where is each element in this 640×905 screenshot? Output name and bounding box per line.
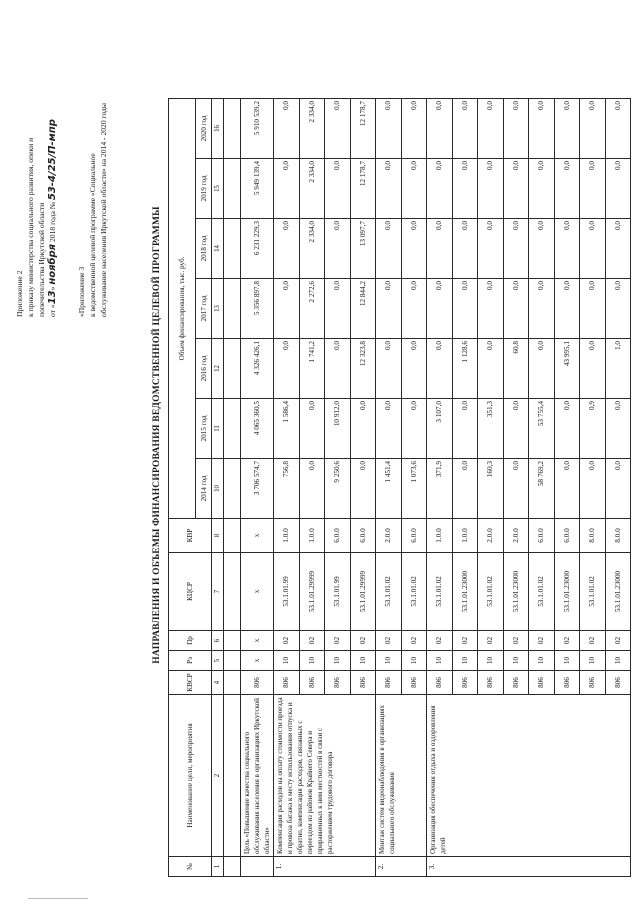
rz-cell: 10 (299, 651, 325, 671)
pr-cell: 02 (478, 631, 504, 651)
amount-cell: 0,0 (554, 279, 580, 339)
amount-cell: 0,0 (350, 399, 376, 459)
amount-cell: 0,0 (427, 99, 453, 159)
ksr-cell: 806 (241, 671, 274, 695)
ksr-cell: 806 (580, 671, 606, 695)
rz-cell: 10 (529, 651, 555, 671)
year-header: 2020 год (196, 99, 212, 159)
amount-cell: 0,0 (605, 219, 631, 279)
pr-cell: 02 (427, 631, 453, 651)
amount-cell: 0,0 (503, 159, 529, 219)
amount-cell: 1 586,4 (274, 399, 300, 459)
empty-cell (224, 459, 241, 519)
kvr-cell: 8.0.0 (605, 519, 631, 553)
amount-cell: 0,0 (554, 219, 580, 279)
kvr-cell: 6.0.0 (554, 519, 580, 553)
pr-cell: 02 (452, 631, 478, 651)
amount-cell: 0,0 (427, 339, 453, 399)
scan-artifact-line (28, 898, 88, 899)
amount-cell: 0,0 (376, 219, 402, 279)
amount-cell: 0,0 (452, 399, 478, 459)
col-number: 14 (212, 219, 224, 279)
amount-cell: 0,0 (427, 159, 453, 219)
kvr-cell: 6.0.0 (529, 519, 555, 553)
program-line: обслуживание населения Иркутской области» на 2014 - 2020 годы (99, 102, 108, 317)
amount-cell: 58 769,2 (529, 459, 555, 519)
kvr-cell: 6.0.0 (350, 519, 376, 553)
amount-cell: 3 107,0 (427, 399, 453, 459)
kcsr-cell: 53.1.01.29999 (299, 553, 325, 631)
kcsr-cell: 53.1.01.02 (427, 553, 453, 631)
year-header: 2018 год (196, 219, 212, 279)
amount-cell: 0,0 (554, 459, 580, 519)
amount-cell: 0,0 (478, 99, 504, 159)
col-header-pr: Пр (169, 631, 212, 651)
amount-cell: 0,0 (605, 159, 631, 219)
col-header-kcsr: КЦСР (169, 553, 212, 631)
kcsr-cell: 53.1.01.99 (274, 553, 300, 631)
pr-cell: 02 (605, 631, 631, 651)
goal-name-cell: Цель «Повышение качества социального обслуживания населения в организациях Иркутской области» (241, 695, 274, 857)
amount-cell: 5 949 139,4 (241, 159, 274, 219)
kvr-cell: 8.0.0 (580, 519, 606, 553)
kcsr-cell: 53.1.01.99 (325, 553, 351, 631)
amount-cell: 1 073,6 (401, 459, 427, 519)
amount-cell: 6 231 229,3 (241, 219, 274, 279)
row-number-cell: 3. (427, 857, 631, 877)
amount-cell: 3 706 574,7 (241, 459, 274, 519)
kvr-cell: 2.0.0 (503, 519, 529, 553)
order-day: 13 (47, 290, 58, 305)
kcsr-cell: 53.1.01.02 (529, 553, 555, 631)
col-number: 1 (212, 857, 224, 877)
ksr-cell: 806 (274, 671, 300, 695)
ksr-cell: 806 (529, 671, 555, 695)
amount-cell: 1 451,4 (376, 459, 402, 519)
amount-cell: 13 097,7 (350, 219, 376, 279)
appendix-header (14, 119, 58, 317)
order-date-prefix: от « (48, 304, 57, 317)
table-row (274, 99, 300, 877)
order-number: 53-4/25/П-мпр (47, 119, 58, 201)
ksr-cell: 806 (325, 671, 351, 695)
amount-cell: 0,0 (452, 459, 478, 519)
amount-cell: 0,0 (401, 399, 427, 459)
amount-cell: 0,0 (580, 459, 606, 519)
year-header: 2016 год (196, 339, 212, 399)
rz-cell: 10 (325, 651, 351, 671)
amount-cell: 0,0 (529, 219, 555, 279)
activity-name-cell: Монтаж систем видеонаблюдения в организациях социального обслуживания (376, 695, 427, 857)
year-header: 2017 год (196, 279, 212, 339)
empty-cell (224, 399, 241, 459)
rz-cell: 10 (376, 651, 402, 671)
rz-cell: 10 (478, 651, 504, 671)
amount-cell: 0,0 (580, 339, 606, 399)
amount-cell: 0,0 (503, 99, 529, 159)
amount-cell: 0,0 (376, 399, 402, 459)
pr-cell: 02 (529, 631, 555, 651)
amount-cell: 0,0 (325, 99, 351, 159)
col-number: 5 (212, 651, 224, 671)
amount-cell: 371,9 (427, 459, 453, 519)
ksr-cell: 806 (452, 671, 478, 695)
amount-cell: 0,0 (274, 339, 300, 399)
kvr-cell: 1.0.0 (299, 519, 325, 553)
row-number-cell: 1. (274, 857, 376, 877)
ksr-cell: 806 (376, 671, 402, 695)
amount-cell: 0,0 (376, 279, 402, 339)
amount-cell: 12 178,7 (350, 99, 376, 159)
empty-cell (224, 279, 241, 339)
amount-cell: 0,0 (580, 99, 606, 159)
amount-cell: 1 128,6 (452, 339, 478, 399)
amount-cell: 1,0 (605, 339, 631, 399)
table-row (427, 99, 453, 877)
rz-cell: 10 (274, 651, 300, 671)
col-number: 15 (212, 159, 224, 219)
year-header: 2015 год (196, 399, 212, 459)
ksr-cell: 806 (299, 671, 325, 695)
ksr-cell: 806 (350, 671, 376, 695)
pr-cell: 02 (580, 631, 606, 651)
order-date-line (47, 119, 58, 317)
empty-cell (224, 519, 241, 553)
amount-cell: 0,0 (427, 279, 453, 339)
col-number: 4 (212, 671, 224, 695)
amount-cell: 0,0 (299, 399, 325, 459)
col-number: 10 (212, 459, 224, 519)
empty-cell (224, 695, 241, 857)
amount-cell: 2 334,0 (299, 159, 325, 219)
pr-cell: 02 (554, 631, 580, 651)
amount-cell: 4 326 426,1 (241, 339, 274, 399)
amount-cell: 0,0 (580, 219, 606, 279)
program-line: к ведомственной целевой программе «Социальное (88, 153, 97, 317)
kcsr-cell: 53.1.01.02 (580, 553, 606, 631)
amount-cell: 12 844,2 (350, 279, 376, 339)
col-number: 12 (212, 339, 224, 399)
amount-cell: 0,0 (401, 219, 427, 279)
col-header-rz: Рз (169, 651, 212, 671)
amount-cell: 0,0 (478, 219, 504, 279)
amount-cell: 5 356 897,8 (241, 279, 274, 339)
row-number-cell (241, 857, 274, 877)
amount-cell: 0,0 (350, 459, 376, 519)
amount-cell: 0,0 (452, 99, 478, 159)
row-number-cell: 2. (376, 857, 427, 877)
amount-cell: 0,0 (376, 99, 402, 159)
kcsr-cell: 53.1.01.02 (401, 553, 427, 631)
kvr-cell: 1.0.0 (452, 519, 478, 553)
amount-cell: 0,0 (554, 99, 580, 159)
amount-cell: 0,0 (325, 339, 351, 399)
table-row (241, 99, 274, 877)
col-header-kvr: КВР (169, 519, 212, 553)
amount-cell: 2 272,6 (299, 279, 325, 339)
rz-cell: 10 (401, 651, 427, 671)
pr-cell: 02 (299, 631, 325, 651)
amount-cell: 0,0 (580, 279, 606, 339)
amount-cell: 0,0 (274, 279, 300, 339)
amount-cell: 0,0 (299, 459, 325, 519)
order-year-text: 2018 года № (48, 202, 57, 242)
rz-cell: х (241, 651, 274, 671)
appendix-line: Приложение 2 (15, 270, 24, 317)
col-number: 16 (212, 99, 224, 159)
activity-name-cell: Организация обеспечения отдыха и оздоровления детей (427, 695, 631, 857)
pr-cell: 02 (376, 631, 402, 651)
rz-cell: 10 (350, 651, 376, 671)
kvr-cell: х (241, 519, 274, 553)
program-line: «Приложение 3 (77, 266, 86, 317)
amount-cell: 756,8 (274, 459, 300, 519)
amount-cell: 0,0 (427, 219, 453, 279)
amount-cell: 2 334,0 (299, 99, 325, 159)
amount-cell: 0,0 (401, 339, 427, 399)
rz-cell: 10 (554, 651, 580, 671)
empty-cell (224, 553, 241, 631)
activity-name-cell: Компенсация расходов на оплату стоимости проезда и провоза багажа к месту использования отпуска и обратно, компенсация расходов, связанных с переездом из районов Крайнего Севера и приравненных к ним местностей в связи с расторжением трудового договора (274, 695, 376, 857)
amount-cell: 0,0 (554, 159, 580, 219)
rz-cell: 10 (452, 651, 478, 671)
amount-cell: 10 912,0 (325, 399, 351, 459)
appendix-line: попечительства Иркутской области (37, 202, 46, 317)
amount-cell: 0,0 (325, 279, 351, 339)
ksr-cell: 806 (503, 671, 529, 695)
kcsr-cell: 53.1.01.23000 (503, 553, 529, 631)
col-number: 2 (212, 695, 224, 857)
col-number: 6 (212, 631, 224, 651)
order-month: ноября (47, 243, 58, 285)
pr-cell: 02 (401, 631, 427, 651)
rz-cell: 10 (580, 651, 606, 671)
kcsr-cell: х (241, 553, 274, 631)
amount-cell: 0,0 (452, 219, 478, 279)
amount-cell: 53 755,4 (529, 399, 555, 459)
amount-cell: 0,0 (529, 339, 555, 399)
amount-cell: 0,0 (478, 159, 504, 219)
amount-cell: 0,0 (503, 399, 529, 459)
amount-cell: 160,3 (478, 459, 504, 519)
amount-cell: 2 334,0 (299, 219, 325, 279)
kvr-cell: 1.0.0 (427, 519, 453, 553)
amount-cell: 0,0 (274, 99, 300, 159)
amount-cell: 0,0 (401, 279, 427, 339)
amount-cell: 0,0 (554, 399, 580, 459)
order-date-mid: » (48, 286, 57, 291)
program-header (76, 103, 109, 317)
amount-cell: 4 065 360,5 (241, 399, 274, 459)
amount-cell: 0,0 (605, 99, 631, 159)
pr-cell: 02 (503, 631, 529, 651)
col-number: 7 (212, 553, 224, 631)
col-number: 13 (212, 279, 224, 339)
kcsr-cell: 53.1.01.23000 (452, 553, 478, 631)
empty-cell (224, 339, 241, 399)
amount-cell: 0,0 (605, 399, 631, 459)
year-header: 2019 год (196, 159, 212, 219)
ksr-cell: 806 (605, 671, 631, 695)
amount-cell: 43 995,1 (554, 339, 580, 399)
col-header-funding: Объем финансирования, тыс. руб. (169, 99, 196, 519)
empty-cell (224, 857, 241, 877)
pr-cell: 02 (274, 631, 300, 651)
empty-cell (224, 631, 241, 651)
amount-cell: 0,0 (376, 339, 402, 399)
empty-cell (224, 219, 241, 279)
amount-cell: 0,0 (529, 99, 555, 159)
amount-cell: 0,9 (580, 399, 606, 459)
empty-cell (224, 671, 241, 695)
amount-cell: 0,0 (452, 159, 478, 219)
amount-cell: 0,0 (401, 99, 427, 159)
amount-cell: 0,0 (529, 279, 555, 339)
kvr-cell: 2.0.0 (376, 519, 402, 553)
empty-cell (224, 99, 241, 159)
ksr-cell: 806 (554, 671, 580, 695)
amount-cell: 0,0 (401, 159, 427, 219)
amount-cell: 0,0 (325, 159, 351, 219)
amount-cell: 0,0 (503, 219, 529, 279)
appendix-line: к приказу министерства социального развития, опеки и (26, 137, 35, 317)
amount-cell: 0,0 (452, 279, 478, 339)
kcsr-cell: 53.1.01.29999 (350, 553, 376, 631)
amount-cell: 12 323,8 (350, 339, 376, 399)
amount-cell: 0,0 (478, 279, 504, 339)
amount-cell: 0,0 (529, 159, 555, 219)
amount-cell: 0,0 (605, 459, 631, 519)
ksr-cell: 806 (401, 671, 427, 695)
amount-cell: 0,0 (580, 159, 606, 219)
col-header-ksr: КВСР (169, 671, 212, 695)
amount-cell: 1 741,2 (299, 339, 325, 399)
table-row (376, 99, 402, 877)
document-title: НАПРАВЛЕНИЯ И ОБЪЕМЫ ФИНАНСИРОВАНИЯ ВЕДОМСТВЕННОЙ ЦЕЛЕВОЙ ПРОГРАММЫ (152, 206, 162, 664)
col-number: 8 (212, 519, 224, 553)
kcsr-cell: 53.1.01.02 (376, 553, 402, 631)
year-header: 2014 год (196, 459, 212, 519)
rz-cell: 10 (427, 651, 453, 671)
pr-cell: 02 (325, 631, 351, 651)
ksr-cell: 806 (478, 671, 504, 695)
amount-cell: 0,0 (376, 159, 402, 219)
table-row-blank (224, 99, 241, 877)
empty-cell (224, 159, 241, 219)
funding-table (168, 98, 631, 877)
col-header-name: Наименование цели, мероприятия (169, 695, 212, 857)
amount-cell: 0,0 (503, 279, 529, 339)
kvr-cell: 6.0.0 (325, 519, 351, 553)
amount-cell: 351,3 (478, 399, 504, 459)
rz-cell: 10 (605, 651, 631, 671)
ksr-cell: 806 (427, 671, 453, 695)
amount-cell: 0,0 (274, 219, 300, 279)
amount-cell: 5 910 539,2 (241, 99, 274, 159)
amount-cell: 12 178,7 (350, 159, 376, 219)
amount-cell: 9 250,6 (325, 459, 351, 519)
kcsr-cell: 53.1.01.02 (478, 553, 504, 631)
kvr-cell: 1.0.0 (274, 519, 300, 553)
amount-cell: 0,0 (503, 459, 529, 519)
empty-cell (224, 651, 241, 671)
amount-cell: 0,0 (325, 219, 351, 279)
pr-cell: х (241, 631, 274, 651)
amount-cell: 60,8 (503, 339, 529, 399)
col-number: 11 (212, 399, 224, 459)
kvr-cell: 2.0.0 (478, 519, 504, 553)
rz-cell: 10 (503, 651, 529, 671)
pr-cell: 02 (350, 631, 376, 651)
kcsr-cell: 53.1.01.23000 (605, 553, 631, 631)
kcsr-cell: 53.1.01.23000 (554, 553, 580, 631)
amount-cell: 0,0 (478, 339, 504, 399)
amount-cell: 0,0 (605, 279, 631, 339)
col-header-num: № (169, 857, 212, 877)
amount-cell: 0,0 (274, 159, 300, 219)
table-body (224, 99, 631, 877)
kvr-cell: 6.0.0 (401, 519, 427, 553)
